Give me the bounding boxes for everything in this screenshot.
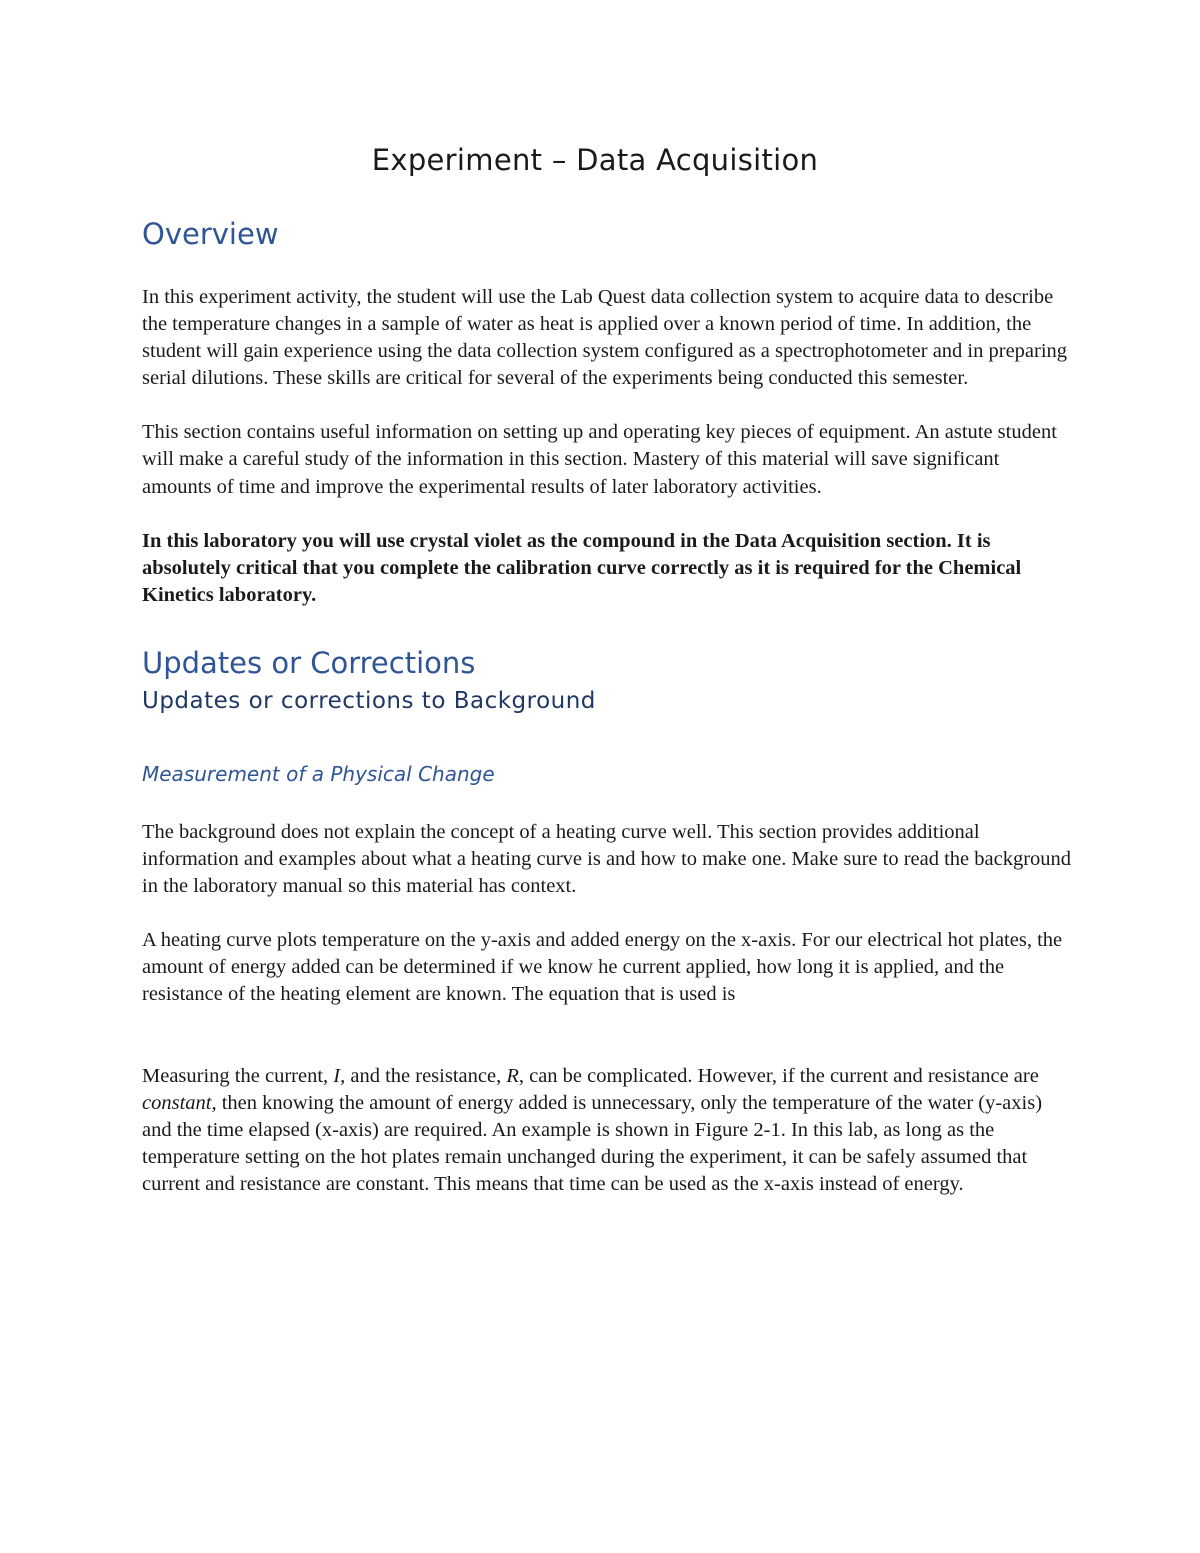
overview-paragraph-1: In this experiment activity, the student will use the Lab Quest data collection system to acquire data to describe the temperature changes in a sample of water as heat is applied over a known period of time. In addition, the student will gain experience using the data collection system configured as a spectrophotometer and in preparing serial dilutions. These skills are critical for several of the experiments being conducted this semester. bbox=[142, 286, 1068, 390]
document-content bbox=[142, 140, 1072, 1198]
updates-paragraph-2: A heating curve plots temperature on the y-axis and added energy on the x-axis. For our electrical hot plates, the amount of energy added can be determined if we know he current applied, how long it is applied, and the resistance of the heating element are known. The equation that is used is bbox=[142, 929, 1063, 1006]
updates-subheading: Updates or corrections to Background bbox=[142, 687, 596, 714]
measurement-heading: Measurement of a Physical Change bbox=[142, 761, 495, 786]
resistance-symbol: R bbox=[506, 1064, 519, 1087]
overview-heading: Overview bbox=[142, 217, 279, 251]
constant-emphasis: constant, bbox=[142, 1091, 217, 1114]
p3-text-2: and the resistance, bbox=[345, 1064, 507, 1087]
document-title: Experiment – Data Acquisition bbox=[371, 143, 819, 177]
p3-text-3: , can be complicated. However, if the current and resistance are bbox=[518, 1064, 1039, 1087]
overview-paragraph-2: This section contains useful information on setting up and operating key pieces of equipment. An astute student will make a careful study of the information in this section. Mastery of this material will save significant amounts of time and improve the experimental results of later laboratory activities. bbox=[142, 421, 1057, 498]
updates-paragraph-3 bbox=[142, 1063, 1072, 1198]
updates-paragraph-1: The background does not explain the concept of a heating curve well. This section provides additional information and examples about what a heating curve is and how to make one. Make sure to read the background in the laboratory manual so this material has context. bbox=[142, 820, 1072, 898]
p3-text-1: Measuring the current, bbox=[142, 1064, 334, 1087]
current-symbol: I, bbox=[333, 1064, 346, 1087]
p3-text-4: then knowing the amount of energy added is unnecessary, only the temperature of the water (y-axis) and the time elapsed (x-axis) are required. An example is shown in Figure 2-1. In this lab, as long as the temperature setting on the hot plates remain unchanged during the experiment, it can be safely assumed that current and resistance are constant. This means that time can be used as the x-axis instead of energy. bbox=[142, 1091, 1043, 1195]
updates-heading: Updates or Corrections bbox=[142, 645, 476, 680]
overview-paragraph-bold: In this laboratory you will use crystal violet as the compound in the Data Acquisition section. It is absolutely critical that you complete the calibration curve correctly as it is required for the Chemical Kinetics laboratory. bbox=[142, 529, 1022, 606]
